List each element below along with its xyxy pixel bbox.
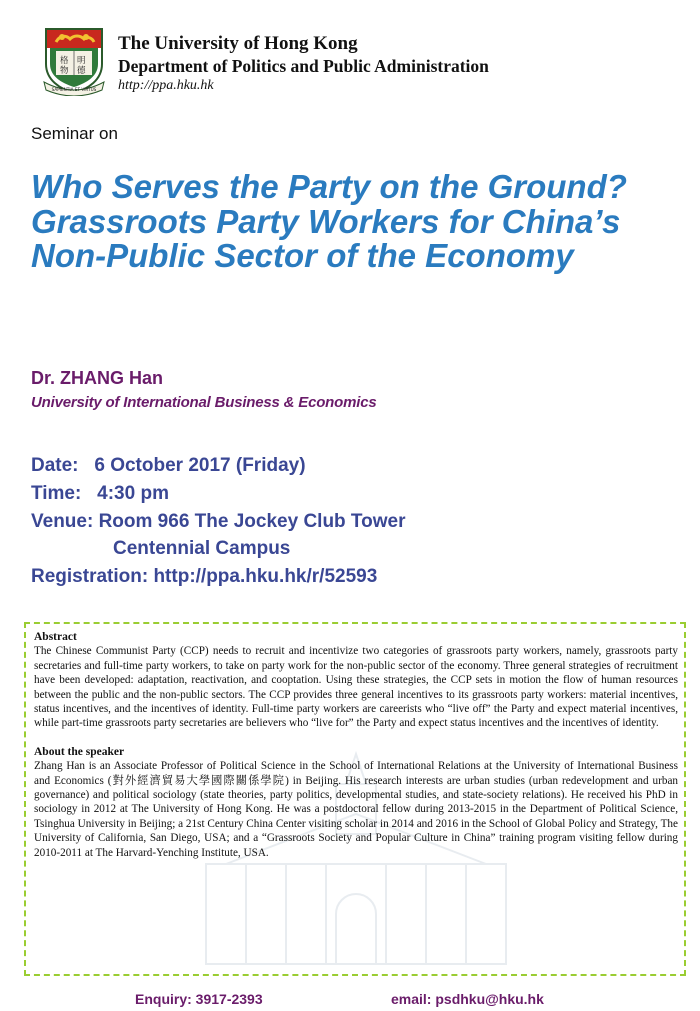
speaker-name: Dr. ZHANG Han [31, 368, 164, 388]
about-speaker-text: Zhang Han is an Associate Professor of Political Science in the School of International Relations at the University of International Business and Economics (對外經濟貿易大學國際關係學院) in Beijing. His research interests are urban studies (urban redevelopment and urban governance) and political sociology (state theories, party politics, developmental studies, and state-society relations). He received his PhD in sociology in 2012 at The University of Hong Kong. He was a postdoctoral fellow during 2013-2015 in the Department of Political Science, Tsinghua University in Beijing; a 21st Century China Center visiting scholar in 2014 and 2016 in the School of Global Policy and Strategy, The University of California, San Diego, USA; and a “Grassroots Society and Popular Culture in China” training program visiting fellow during 2010-2011 at The Harvard-Yenching Institute, USA. [34, 760, 678, 859]
event-venue: Venue: Room 966 The Jockey Club Tower [31, 511, 406, 532]
registration-link[interactable]: Registration: http://ppa.hku.hk/r/52593 [31, 566, 378, 587]
crest-char: 明 [77, 56, 86, 66]
event-venue-line2: Centennial Campus [113, 538, 291, 559]
event-time: Time: 4:30 pm [31, 483, 169, 504]
university-name: The University of Hong Kong [118, 33, 358, 54]
about-speaker-heading: About the speaker [34, 745, 125, 758]
seminar-title: Who Serves the Party on the Ground? Grassroots Party Workers for China’s Non-Public Sector of the Economy [31, 168, 627, 274]
crest-char: 物 [60, 66, 69, 76]
crest-char: 格 [60, 56, 69, 66]
department-website[interactable]: http://ppa.hku.hk [118, 78, 214, 93]
event-date: Date: 6 October 2017 (Friday) [31, 455, 306, 476]
abstract-text: The Chinese Communist Party (CCP) needs to recruit and incentivize two categories of grassroots party workers, namely, grassroots party secretaries and full-time party workers, to take on party work for the non-public sector of the economy. Three general strategies of recruitment have been developed: adaptation, reactivation, and cooptation. Using these strategies, the CCP sets in motion the flow of human resources between the public and the non-public sectors. The CCP provides three general incentives to its grassroots party workers: material incentives, status incentives, and the incentives of identity. Full-time party workers are careerists who “live off” the Party and expect material incentives, while part-time grassroots party secretaries are believers who “live for” the Party and expect status incentives and the incentives of identity. [34, 645, 678, 730]
abstract-heading: Abstract [34, 631, 77, 643]
department-name: Department of Politics and Public Administration [118, 56, 489, 76]
crest-char: 德 [77, 66, 86, 76]
seminar-label: Seminar on [31, 124, 118, 143]
crest-motto: SAPIENTIA ET VIRTUS [51, 87, 97, 92]
enquiry-email[interactable]: email: psdhku@hku.hk [391, 991, 544, 1007]
organization-header [118, 33, 489, 95]
enquiry-phone: Enquiry: 3917-2393 [135, 991, 263, 1007]
speaker-affiliation: University of International Business & Economics [31, 394, 377, 411]
hku-crest-logo [42, 26, 106, 96]
abstract-frame [24, 622, 686, 976]
abstract-content [34, 630, 678, 860]
